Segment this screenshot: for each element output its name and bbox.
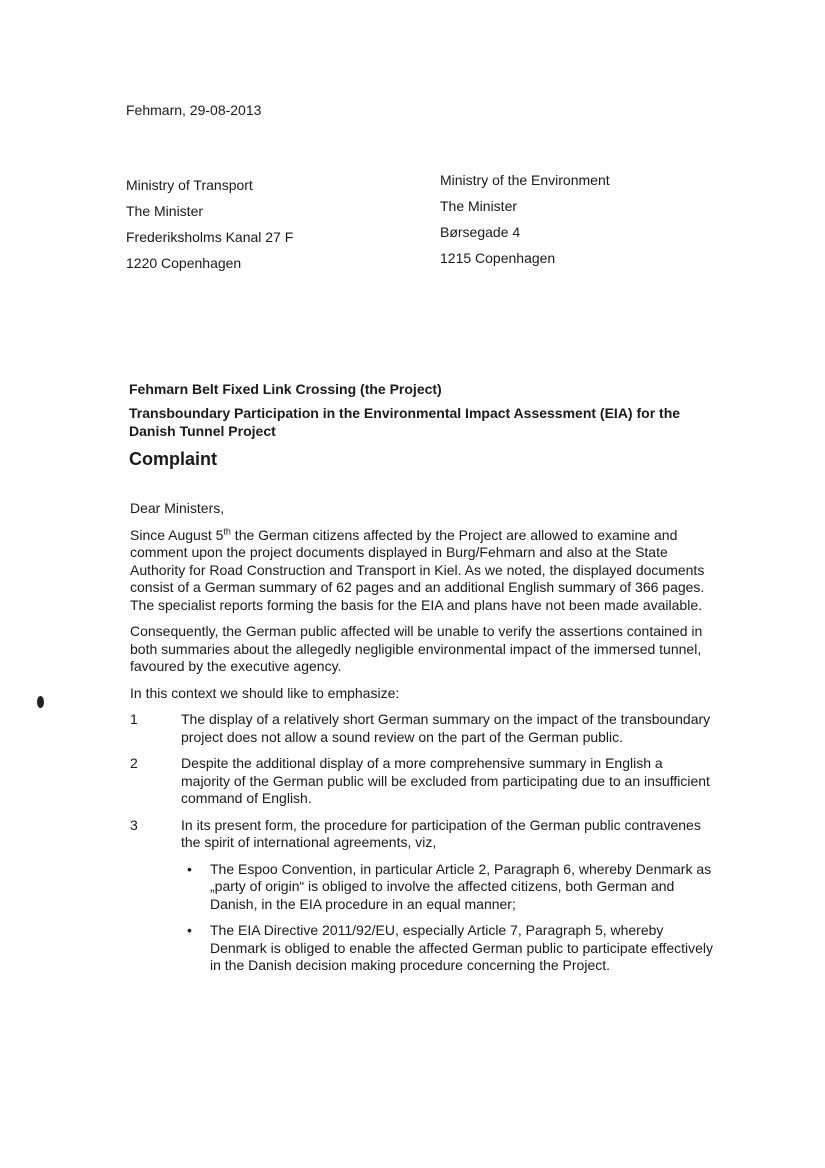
point-number: 2	[130, 755, 138, 771]
letter-body	[130, 500, 715, 984]
recipient-address-environment	[440, 171, 610, 275]
bullet-text: The Espoo Convention, in particular Article 2, Paragraph 6, whereby Denmark as „party of origin“ is obliged to involve the affected citizens, both German and Danish, in the EIA procedure in an equal manner;	[210, 860, 712, 912]
salutation: Dear Ministers,	[130, 500, 225, 516]
body-paragraph-1	[130, 527, 715, 615]
paragraph-text: the German citizens affected by the Project are allowed to examine and comment upon the project documents displayed in Burg/Fehmarn and also at the State Authority for Road Construction and Transport in Kiel. As we noted, the displayed documents consist of a German summary of 62 pages and an additional English summary of 366 pages. The specialist reports forming the basis for the EIA and plans have not been made available.	[130, 526, 705, 613]
bullet-icon: •	[187, 860, 192, 877]
subject-block	[129, 380, 729, 470]
body-paragraph-3: In this context we should like to emphasize:	[130, 684, 400, 701]
scan-speck	[37, 696, 44, 708]
recipient-address-transport	[126, 176, 293, 280]
recipient-ministry: Ministry of the Environment	[440, 172, 610, 188]
recipient-street: Frederiksholms Kanal 27 F	[126, 229, 294, 245]
numbered-point	[130, 817, 715, 852]
bullet-point	[130, 922, 715, 975]
subject-line: Fehmarn Belt Fixed Link Crossing (the Project)	[129, 381, 442, 397]
recipient-city: 1215 Copenhagen	[440, 250, 556, 266]
date-line: Fehmarn, 29-08-2013	[126, 102, 262, 118]
point-number: 3	[130, 816, 138, 833]
numbered-point	[130, 755, 715, 808]
numbered-point	[130, 711, 715, 746]
bullet-point	[130, 861, 715, 914]
recipient-city: 1220 Copenhagen	[126, 255, 242, 271]
point-number: 1	[130, 711, 138, 727]
subject-subline: Transboundary Participation in the Environmental Impact Assessment (EIA) for the Danish Tunnel Project	[129, 405, 681, 439]
body-paragraph-2: Consequently, the German public affected will be unable to verify the assertions contained in both summaries about the allegedly negligible environmental impact of the immersed tunnel, favoured by the executive agency.	[130, 623, 703, 674]
ordinal-suffix: th	[223, 525, 231, 536]
document-title: Complaint	[129, 449, 217, 469]
point-text: The display of a relatively short German summary on the impact of the transboundary project does not allow a sound review on the part of the German public.	[181, 711, 711, 745]
recipient-street: Børsegade 4	[440, 224, 521, 240]
recipient-title: The Minister	[440, 198, 518, 214]
bullet-text: The EIA Directive 2011/92/EU, especially Article 7, Paragraph 5, whereby Denmark is obliged to enable the affected German public to participate effectively in the Danish decision making procedure concerning the Project.	[210, 922, 713, 973]
point-text: In its present form, the procedure for participation of the German public contravenes the spirit of international agreements, viz,	[181, 816, 701, 850]
recipient-title: The Minister	[126, 203, 204, 219]
point-text: Despite the additional display of a more comprehensive summary in English a majority of the German public will be excluded from participating due to an insufficient command of English.	[181, 755, 710, 806]
paragraph-text: Since August 5	[130, 526, 224, 543]
bullet-icon: •	[187, 922, 192, 938]
recipient-ministry: Ministry of Transport	[126, 177, 253, 193]
